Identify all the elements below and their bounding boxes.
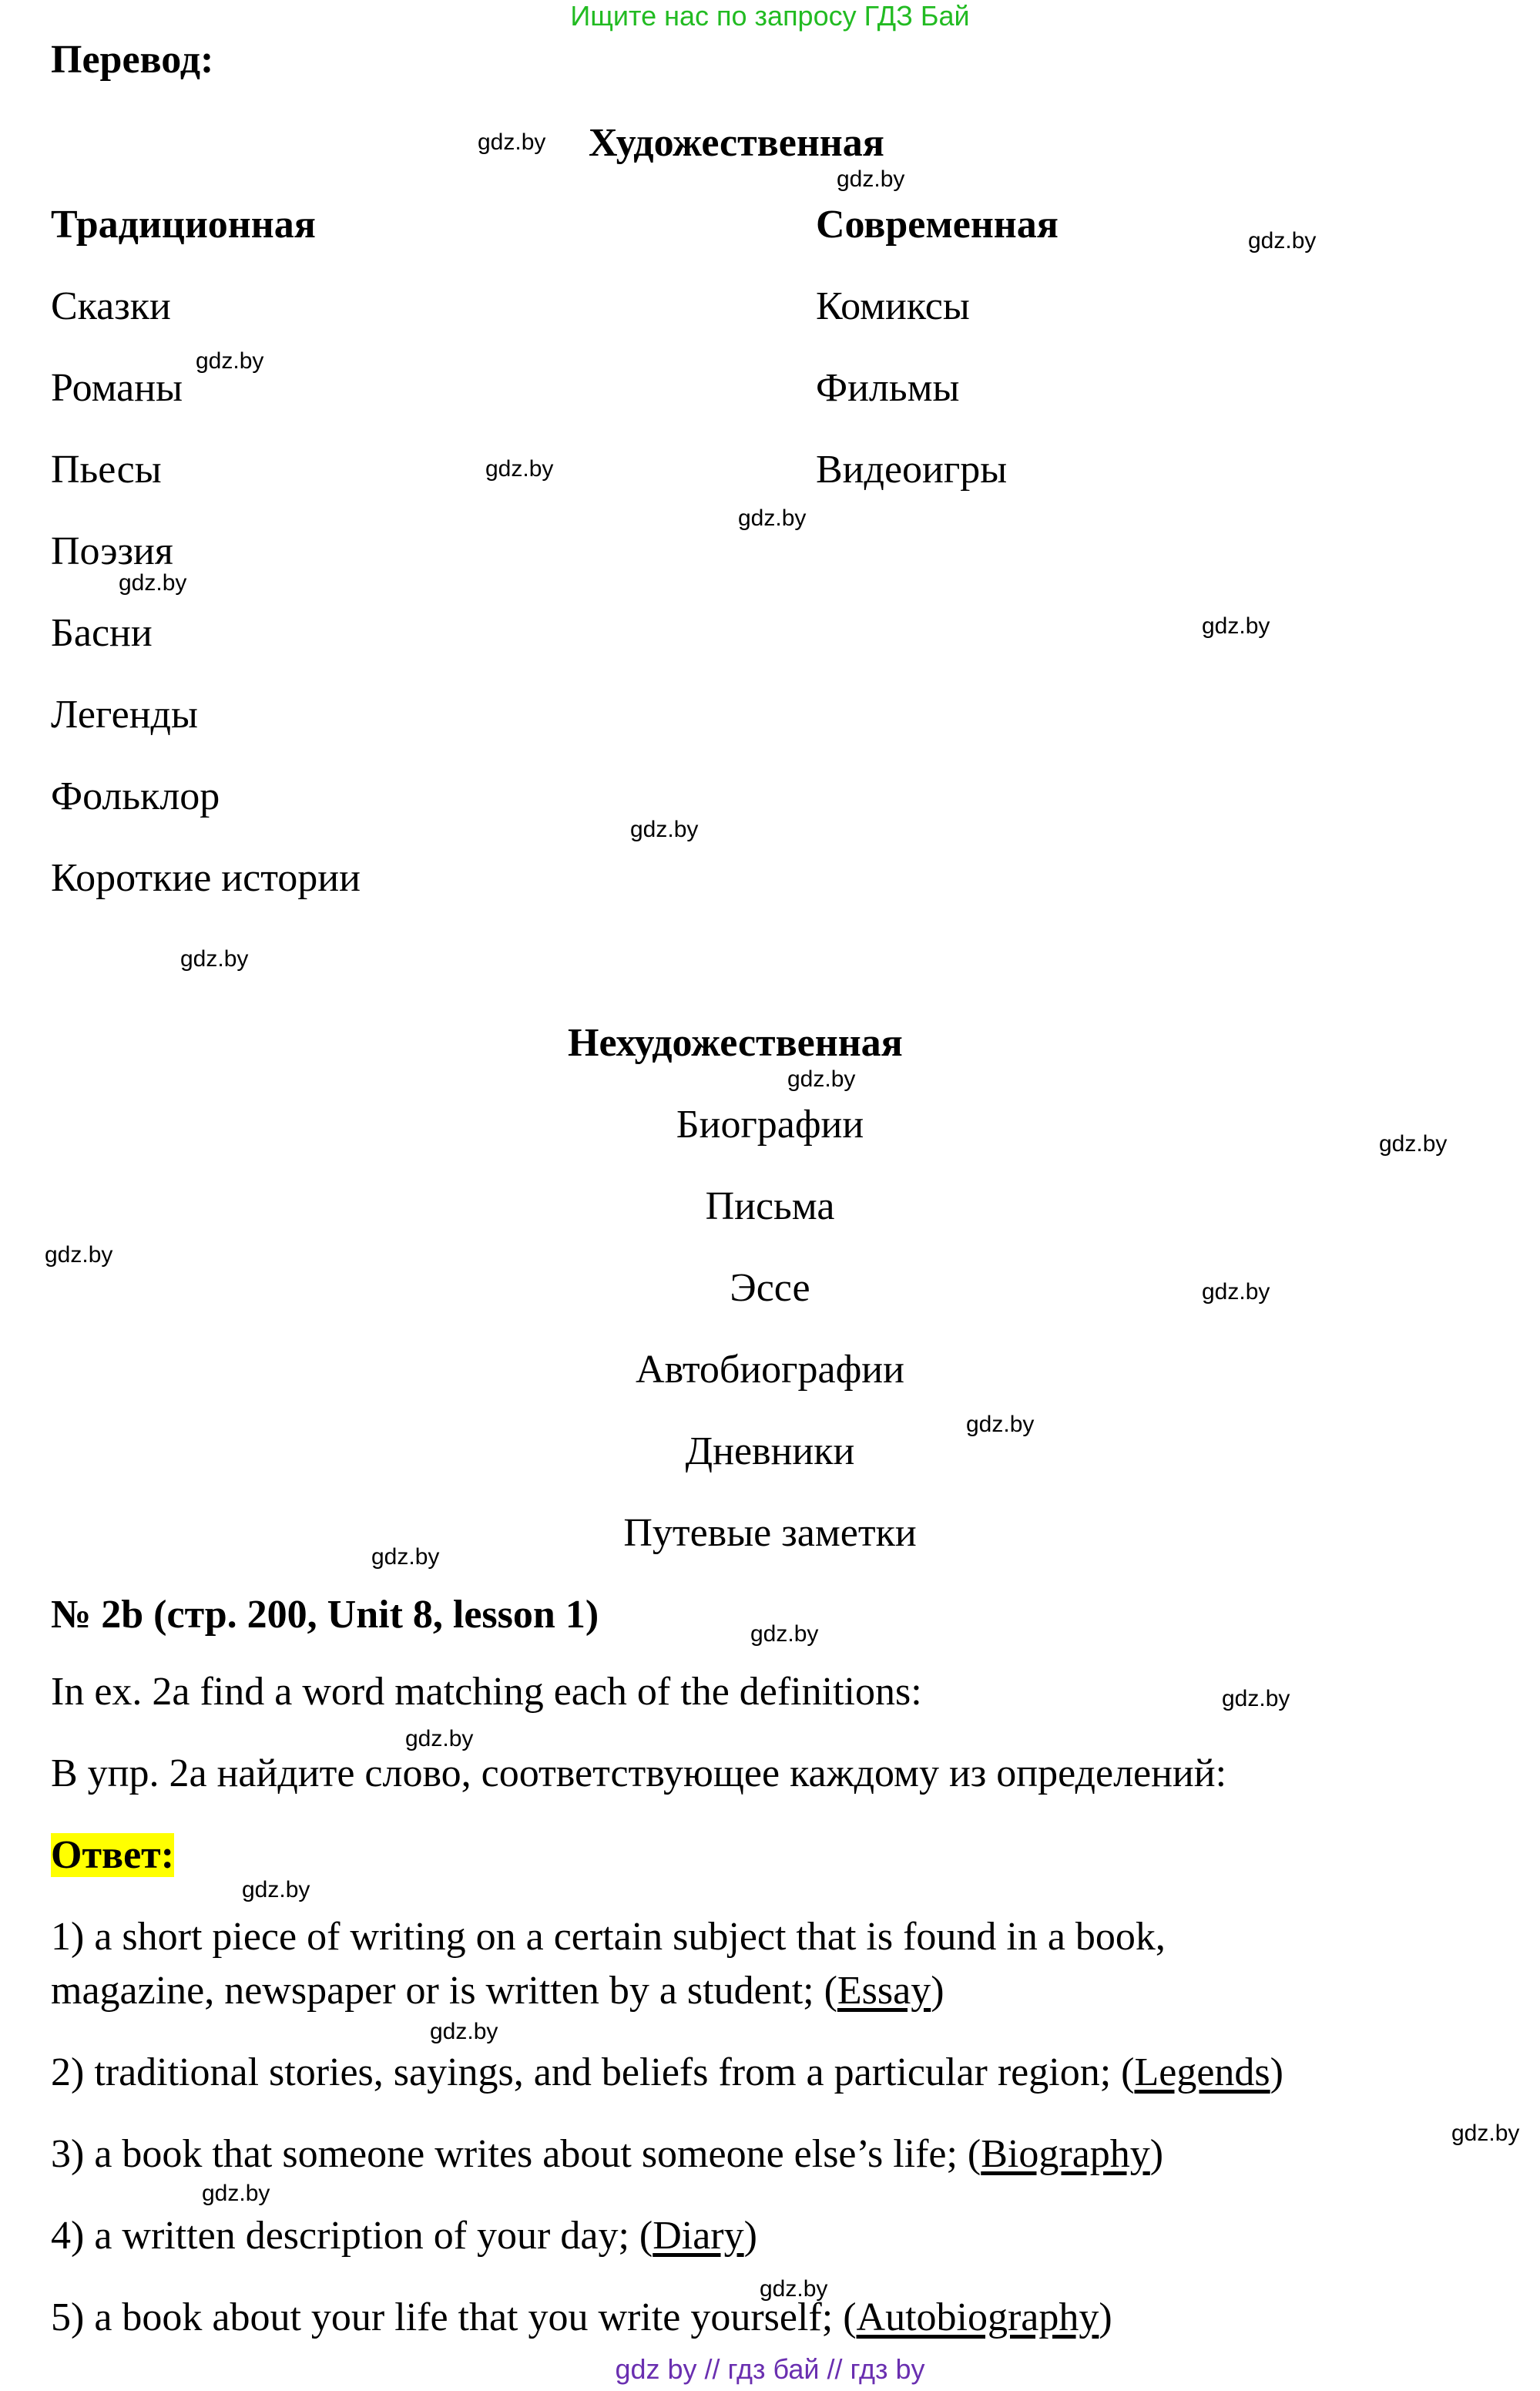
answer-1-line1: 1) a short piece of writing on a certain subject that is found in a book, (51, 1915, 1166, 1959)
answer-close: ) (743, 2214, 757, 2258)
list-item: Видеоигры (816, 448, 1008, 492)
answer-label (51, 1832, 174, 1878)
watermark: gdz.by (485, 456, 554, 482)
list-item: Короткие истории (51, 856, 361, 900)
nonfiction-heading: Нехудожественная (568, 1021, 903, 1065)
list-item: Поэзия (51, 529, 173, 573)
list-item: Сказки (51, 284, 171, 328)
answer-4 (51, 2213, 757, 2258)
traditional-heading: Традиционная (51, 203, 316, 247)
answer-close: ) (1270, 2050, 1283, 2094)
watermark: gdz.by (180, 946, 249, 972)
instruction-english: In ex. 2a find a word matching each of the definitions: (51, 1670, 922, 1714)
answer-close: ) (1099, 2295, 1112, 2339)
list-item: Легенды (51, 693, 198, 737)
list-item: Автобиографии (636, 1348, 904, 1392)
list-item: Басни (51, 611, 153, 655)
list-item: Биографии (676, 1103, 864, 1147)
list-item: Дневники (685, 1429, 855, 1473)
answer-word: Legends (1134, 2050, 1270, 2094)
answer-close: ) (1149, 2132, 1164, 2176)
answer-1-line2 (51, 1968, 944, 2013)
answer-text: 2) traditional stories, sayings, and beliefs from a particular region; ( (51, 2050, 1135, 2094)
exercise-title: № 2b (стр. 200, Unit 8, lesson 1) (51, 1593, 599, 1637)
list-item: Фольклор (51, 774, 220, 818)
answer-label-highlight: Ответ: (51, 1833, 175, 1877)
list-item: Эссе (730, 1266, 810, 1310)
answer-word: Autobiography (856, 2295, 1099, 2339)
answer-3 (51, 2131, 1163, 2177)
modern-heading: Современная (816, 203, 1059, 247)
answer-5 (51, 2295, 1112, 2340)
list-item: Комиксы (816, 284, 970, 328)
watermark: gdz.by (837, 166, 905, 192)
watermark: gdz.by (1222, 1686, 1290, 1711)
watermark: gdz.by (45, 1242, 113, 1268)
top-banner: Ищите нас по запросу ГДЗ Бай (570, 0, 970, 32)
answer-text: 5) a book about your life that you write yourself; ( (51, 2295, 857, 2339)
watermark: gdz.by (966, 1412, 1035, 1437)
answer-word: Essay (837, 1969, 931, 2013)
watermark: gdz.by (196, 348, 264, 374)
watermark: gdz.by (630, 817, 699, 842)
watermark: gdz.by (405, 1726, 474, 1751)
watermark: gdz.by (478, 129, 546, 155)
watermark: gdz.by (750, 1621, 819, 1647)
watermark: gdz.by (430, 2019, 498, 2044)
fiction-heading: Художественная (589, 121, 884, 165)
watermark: gdz.by (787, 1066, 856, 1092)
watermark: gdz.by (1248, 228, 1317, 254)
answer-text: 3) a book that someone writes about someone else’s life; ( (51, 2132, 981, 2176)
answer-close: ) (931, 1969, 944, 2013)
watermark: gdz.by (760, 2276, 828, 2302)
watermark: gdz.by (119, 570, 187, 596)
watermark: gdz.by (242, 1877, 310, 1902)
translation-label: Перевод: (51, 38, 214, 82)
watermark: gdz.by (1451, 2121, 1520, 2146)
watermark: gdz.by (738, 505, 807, 531)
watermark: gdz.by (371, 1544, 440, 1570)
list-item: Пьесы (51, 448, 162, 492)
watermark: gdz.by (1202, 613, 1270, 639)
watermark: gdz.by (1379, 1131, 1448, 1157)
answer-text: 4) a written description of your day; ( (51, 2214, 653, 2258)
answer-word: Biography (981, 2132, 1150, 2176)
list-item: Фильмы (816, 366, 960, 410)
answer-word: Diary (653, 2214, 744, 2258)
answer-2 (51, 2050, 1283, 2095)
watermark: gdz.by (202, 2181, 270, 2206)
list-item: Путевые заметки (623, 1511, 917, 1555)
answer-text: magazine, newspaper or is written by a student; ( (51, 1969, 837, 2013)
bottom-banner: gdz by // гдз бай // гдз by (615, 2353, 925, 2385)
instruction-russian: В упр. 2а найдите слово, соответствующее каждому из определений: (51, 1751, 1227, 1795)
list-item: Романы (51, 366, 183, 410)
list-item: Письма (705, 1184, 835, 1228)
watermark: gdz.by (1202, 1279, 1270, 1305)
